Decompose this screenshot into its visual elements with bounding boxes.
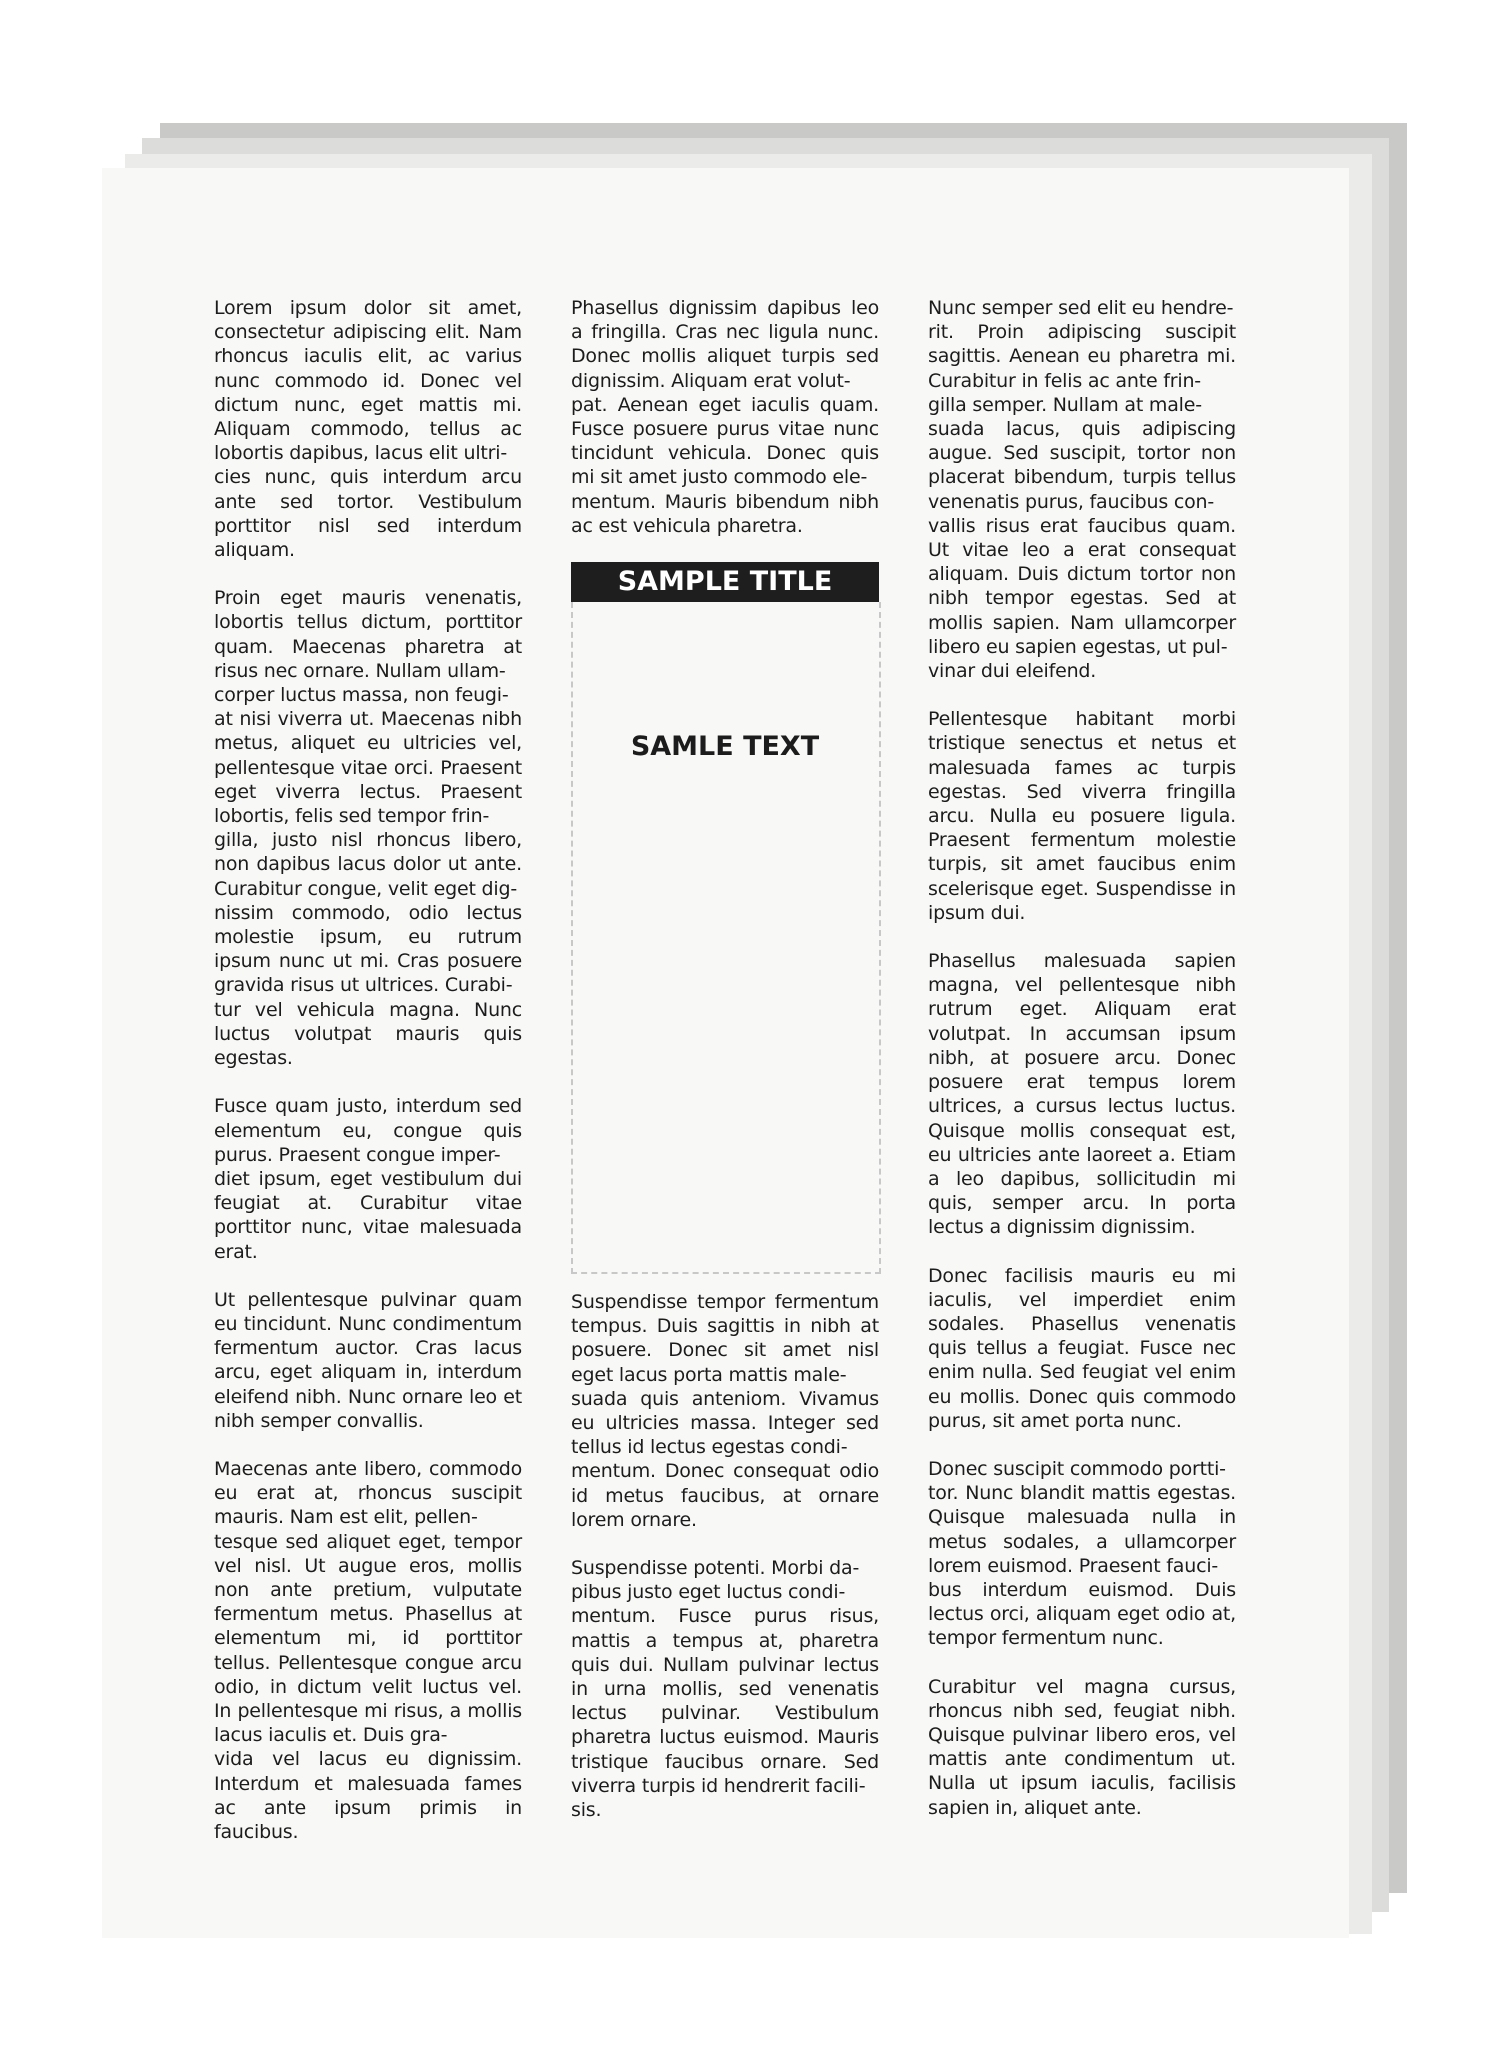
middle-column <box>571 296 879 1846</box>
left-column <box>214 296 522 1868</box>
paragraph: Donec suscipit commodo portti- tor. Nunc blandit mattis egestas. Quisque malesuada nulla in metus sodales, a ullamcorper lorem euismod. Praesent fauci- bus interdum euismod. Duis lectus orci, aliquam eget odio at, tempor fermentum nunc. <box>928 1457 1236 1650</box>
paragraph: Donec facilisis mauris eu mi iaculis, vel imperdiet enim sodales. Phasellus venenatis quis tellus a feugiat. Fusce nec enim nulla. Sed feugiat vel enim eu mollis. Donec quis commodo purus, sit amet porta nunc. <box>928 1264 1236 1432</box>
paragraph: Suspendisse tempor fermentum tempus. Duis sagittis in nibh at posuere. Donec sit amet nisl eget lacus porta mattis male- suada quis anteniom. Vivamus eu ultricies massa. Integer sed tellus id lectus egestas condi- mentum. Donec consequat odio id metus faucibus, at ornare lorem ornare. <box>571 1291 879 1531</box>
sidebar-dashed-frame <box>571 602 881 1274</box>
paragraph: Suspendisse potenti. Morbi da- pibus justo eget luctus condi- mentum. Fusce purus risus, mattis a tempus at, pharetra quis dui. Nullam pulvinar lectus in urna mollis, sed venenatis lectus pulvinar. Vestibulum pharetra luctus euismod. Mauris tristique faucibus ornare. Sed viverra turpis id hendrerit facili- sis. <box>571 1557 879 1822</box>
sidebar-text: SAMLE TEXT <box>630 731 820 763</box>
paragraph: Phasellus malesuada sapien magna, vel pellentesque nibh rutrum eget. Aliquam erat volutpat. In accumsan ipsum nibh, at posuere arcu. Donec posuere erat tempus lorem ultrices, a cursus lectus luctus. Quisque mollis consequat est, eu ultricies ante laoreet a. Etiam a leo dapibus, sollicitudin mi quis, semper arcu. In porta lectus a dignissim dignissim. <box>928 950 1236 1239</box>
paragraph: Lorem ipsum dolor sit amet, consectetur adipiscing elit. Nam rhoncus iaculis elit, ac varius nunc commodo id. Donec vel dictum nunc, eget mattis mi. Aliquam commodo, tellus ac lobortis dapibus, lacus elit ultri- cies nunc, quis interdum arcu ante sed tortor. Vestibulum porttitor nisl sed interdum aliquam. <box>214 297 522 562</box>
paragraph: Maecenas ante libero, commodo eu erat at, rhoncus suscipit mauris. Nam est elit, pellen- tesque sed aliquet eget, tempor vel nisl. Ut augue eros, mollis non ante pretium, vulputate fermentum metus. Phasellus at elementum mi, id porttitor tellus. Pellentesque congue arcu odio, in dictum velit luctus vel. In pellentesque mi risus, a mollis lacus iaculis et. Duis gra- vida vel lacus eu dignissim. Interdum et malesuada fames ac ante ipsum primis in faucibus. <box>214 1457 522 1843</box>
paragraph: Ut pellentesque pulvinar quam eu tincidunt. Nunc condimentum fermentum auctor. Cras lacus arcu, eget aliquam in, interdum eleifend nibh. Nunc ornare leo et nibh semper convallis. <box>214 1288 522 1432</box>
paragraph: Curabitur vel magna cursus, rhoncus nibh sed, feugiat nibh. Quisque pulvinar libero eros, vel mattis ante condimentum ut. Nulla ut ipsum iaculis, facilisis sapien in, aliquet ante. <box>928 1675 1236 1819</box>
paragraph: Proin eget mauris venenatis, lobortis tellus dictum, porttitor quam. Maecenas pharetra at risus nec ornare. Nullam ullam- corper luctus massa, non feugi- at nisi viverra ut. Maecenas nibh metus, aliquet eu ultricies vel, pellentesque vitae orci. Praesent eget viverra lectus. Praesent lobortis, felis sed tempor frin- gilla, justo nisl rhoncus libero, non dapibus lacus dolor ut ante. Curabitur congue, velit eget dig- nissim commodo, odio lectus molestie ipsum, eu rutrum ipsum nunc ut mi. Cras posuere gravida risus ut ultrices. Curabi- tur vel vehicula magna. Nunc luctus volutpat mauris quis egestas. <box>214 587 522 1070</box>
paragraph: Phasellus dignissim dapibus leo a fringilla. Cras nec ligula nunc. Donec mollis aliquet turpis sed dignissim. Aliquam erat volut- pat. Aenean eget iaculis quam. Fusce posuere purus vitae nunc tincidunt vehicula. Donec quis mi sit amet justo commodo ele- mentum. Mauris bibendum nibh ac est vehicula pharetra. <box>571 297 879 537</box>
paragraph: Nunc semper sed elit eu hendre- rit. Proin adipiscing suscipit sagittis. Aenean eu pharetra mi. Curabitur in felis ac ante frin- gilla semper. Nullam at male- suada lacus, quis adipiscing augue. Sed suscipit, tortor non placerat bibendum, turpis tellus venenatis purus, faucibus con- vallis risus erat faucibus quam. Ut vitae leo a erat consequat aliquam. Duis dictum tortor non nibh tempor egestas. Sed at mollis sapien. Nam ullamcorper libero eu sapien egestas, ut pul- vinar dui eleifend. <box>928 297 1236 683</box>
sidebar-title: SAMPLE TITLE <box>571 562 879 602</box>
right-column <box>928 296 1236 1844</box>
paragraph: Fusce quam justo, interdum sed elementum eu, congue quis purus. Praesent congue imper- diet ipsum, eget vestibulum dui feugiat at. Curabitur vitae porttitor nunc, vitae malesuada erat. <box>214 1095 522 1263</box>
sidebar-box <box>571 562 879 1274</box>
paragraph: Pellentesque habitant morbi tristique senectus et netus et malesuada fames ac turpis egestas. Sed viverra fringilla arcu. Nulla eu posuere ligula. Praesent fermentum molestie turpis, sit amet faucibus enim scelerisque eget. Suspendisse in ipsum dui. <box>928 708 1236 924</box>
